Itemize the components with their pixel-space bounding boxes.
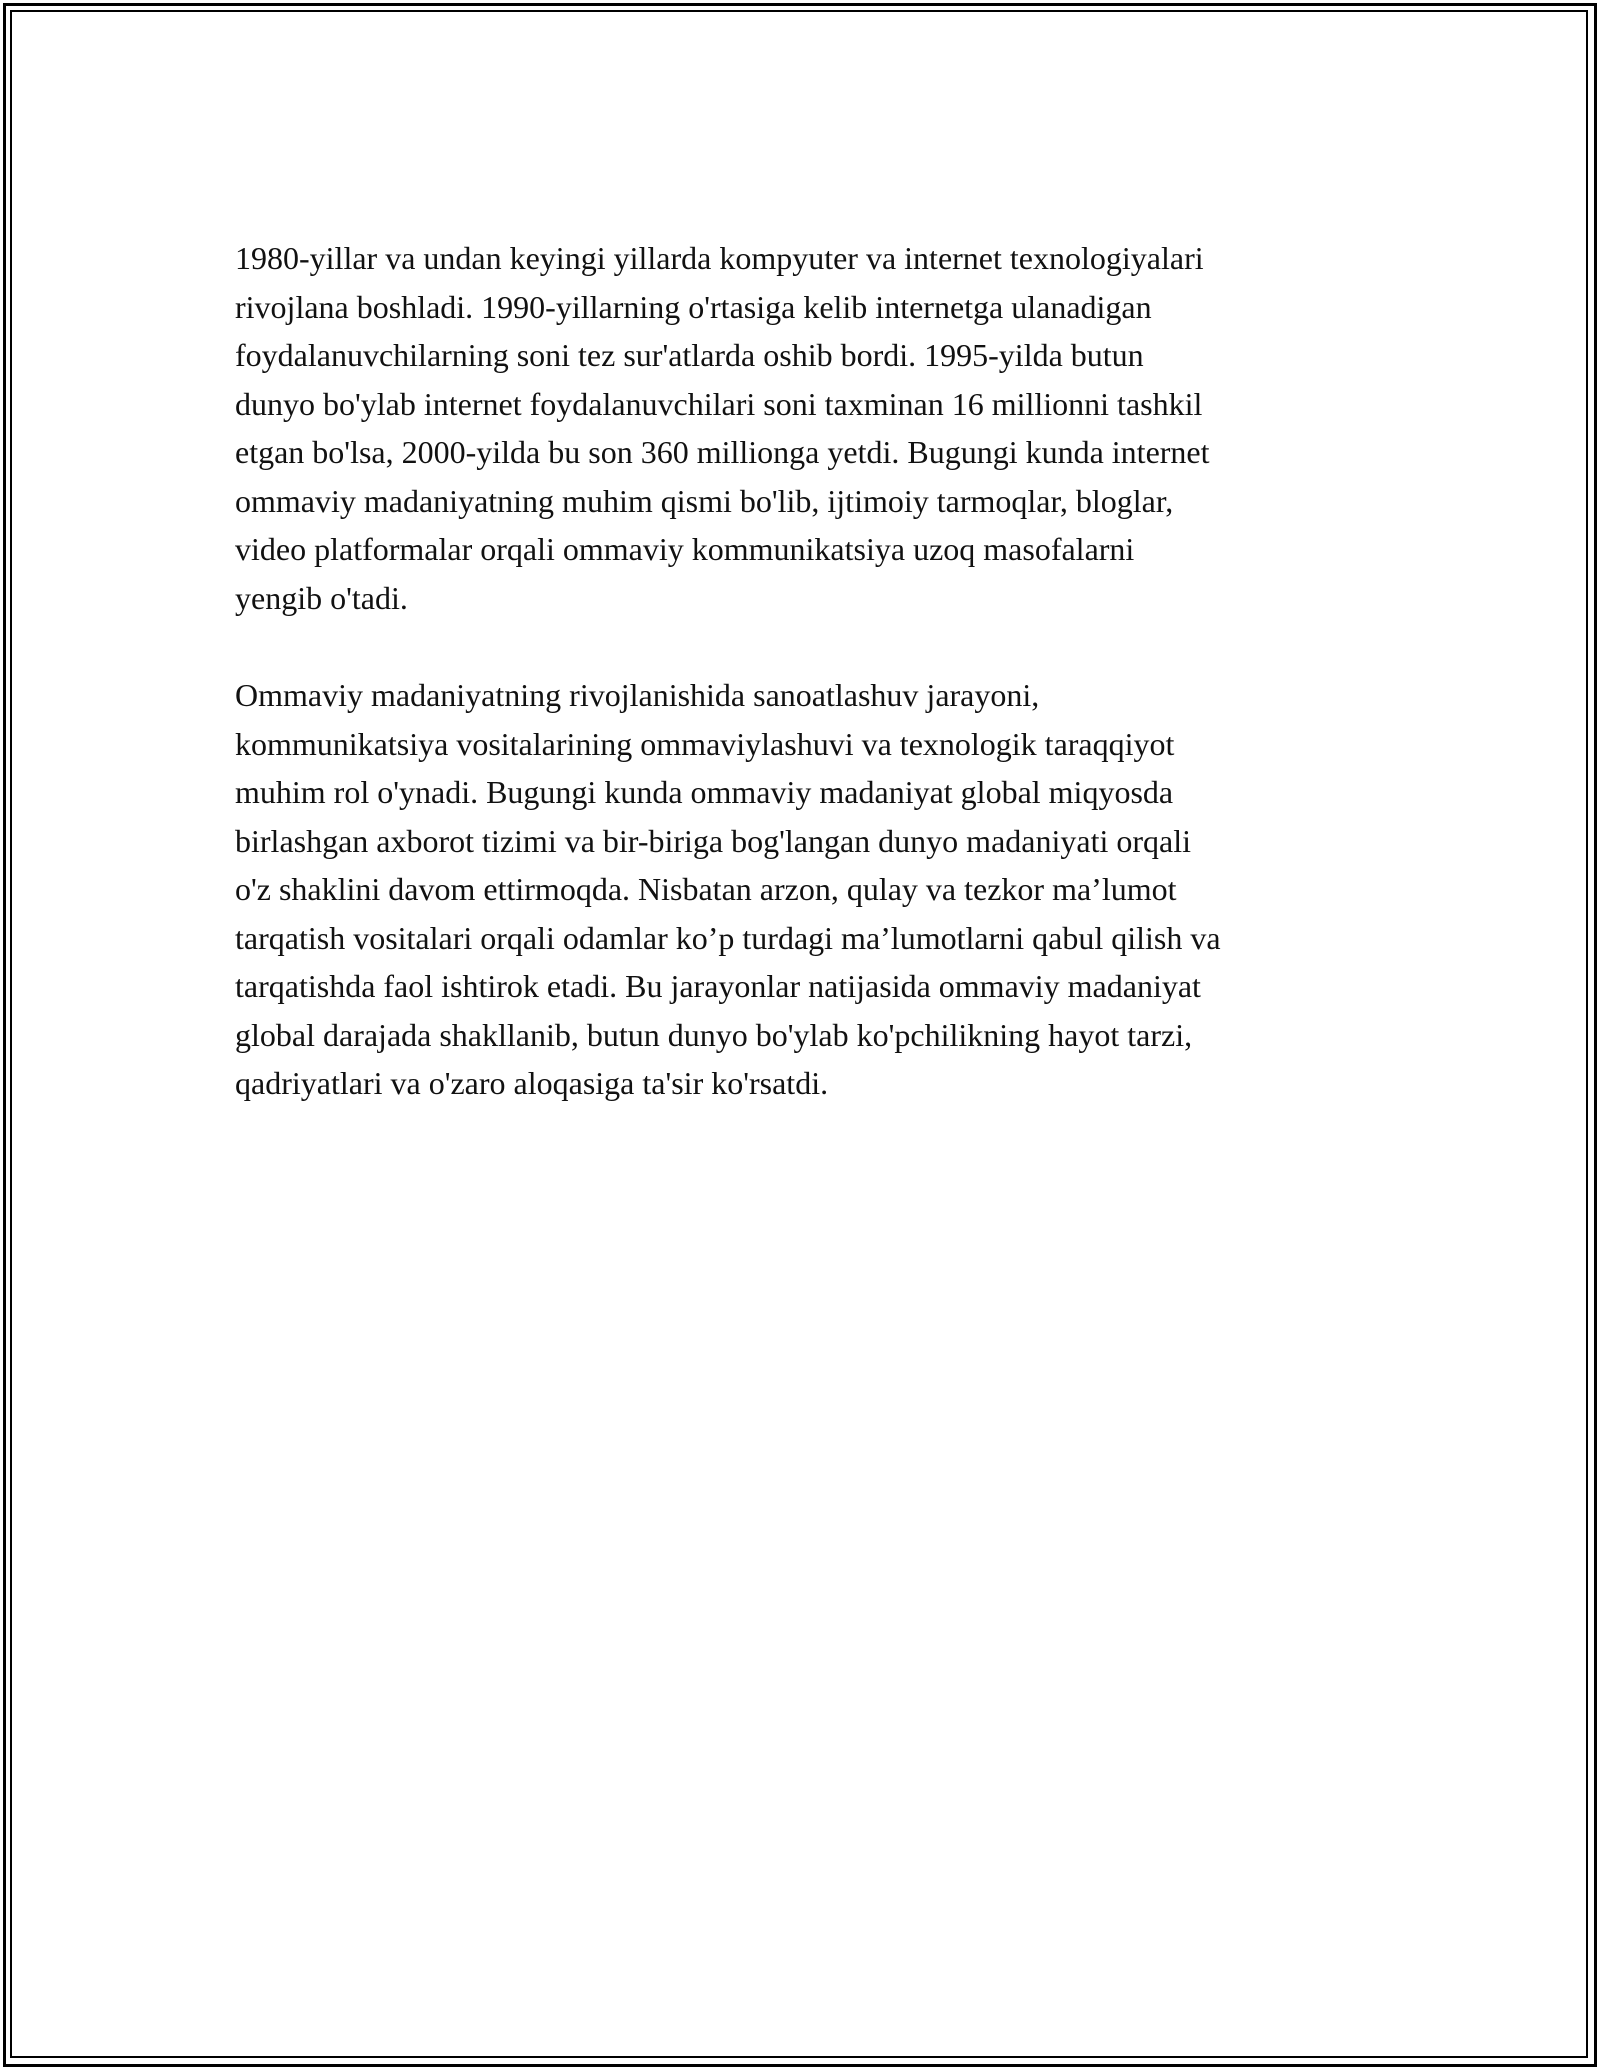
- text-line: qadriyatlari va o'zaro aloqasiga ta'sir ko'rsatdi.: [235, 1065, 829, 1101]
- text-line: muhim rol o'ynadi. Bugungi kunda ommaviy madaniyat global miqyosda: [235, 774, 1174, 810]
- paragraph-internet-history: [235, 234, 1395, 622]
- text-line: 1980-yillar va undan keyingi yillarda kompyuter va internet texnologiyalari: [235, 240, 1204, 276]
- text-line: ommaviy madaniyatning muhim qismi bo'lib, ijtimoiy tarmoqlar, bloglar,: [235, 482, 1174, 519]
- text-line: video platformalar orqali ommaviy kommunikatsiya uzoq masofalarni: [235, 531, 1135, 567]
- text-line: kommunikatsiya vositalarining ommaviylashuvi va texnologik taraqqiyot: [235, 725, 1175, 762]
- text-line: tarqatish vositalari orqali odamlar ko’p turdagi ma’lumotlarni qabul qilish va: [235, 919, 1221, 956]
- text-line: birlashgan axborot tizimi va bir-biriga bog'langan dunyo madaniyati orqali: [235, 822, 1191, 859]
- text-line: o'z shaklini davom ettirmoqda. Nisbatan arzon, qulay va tezkor ma’lumot: [235, 871, 1177, 907]
- text-line: dunyo bo'ylab internet foydalanuvchilari soni taxminan 16 millionni tashkil: [235, 385, 1203, 422]
- text-line: yengib o'tadi.: [235, 579, 408, 616]
- text-line: foydalanuvchilarning soni tez sur'atlarda oshib bordi. 1995-yilda butun: [235, 337, 1144, 373]
- text-line: Ommaviy madaniyatning rivojlanishida sanoatlashuv jarayoni,: [235, 677, 1040, 713]
- document-body: [235, 234, 1395, 1108]
- text-line: tarqatishda faol ishtirok etadi. Bu jarayonlar natijasida ommaviy madaniyat: [235, 968, 1201, 1004]
- text-line: etgan bo'lsa, 2000-yilda bu son 360 millionga yetdi. Bugungi kunda internet: [235, 434, 1210, 470]
- text-line: global darajada shakllanib, butun dunyo bo'ylab ko'pchilikning hayot tarzi,: [235, 1016, 1193, 1053]
- paragraph-mass-culture: [235, 671, 1395, 1108]
- text-line: rivojlana boshladi. 1990-yillarning o'rtasiga kelib internetga ulanadigan: [235, 288, 1152, 325]
